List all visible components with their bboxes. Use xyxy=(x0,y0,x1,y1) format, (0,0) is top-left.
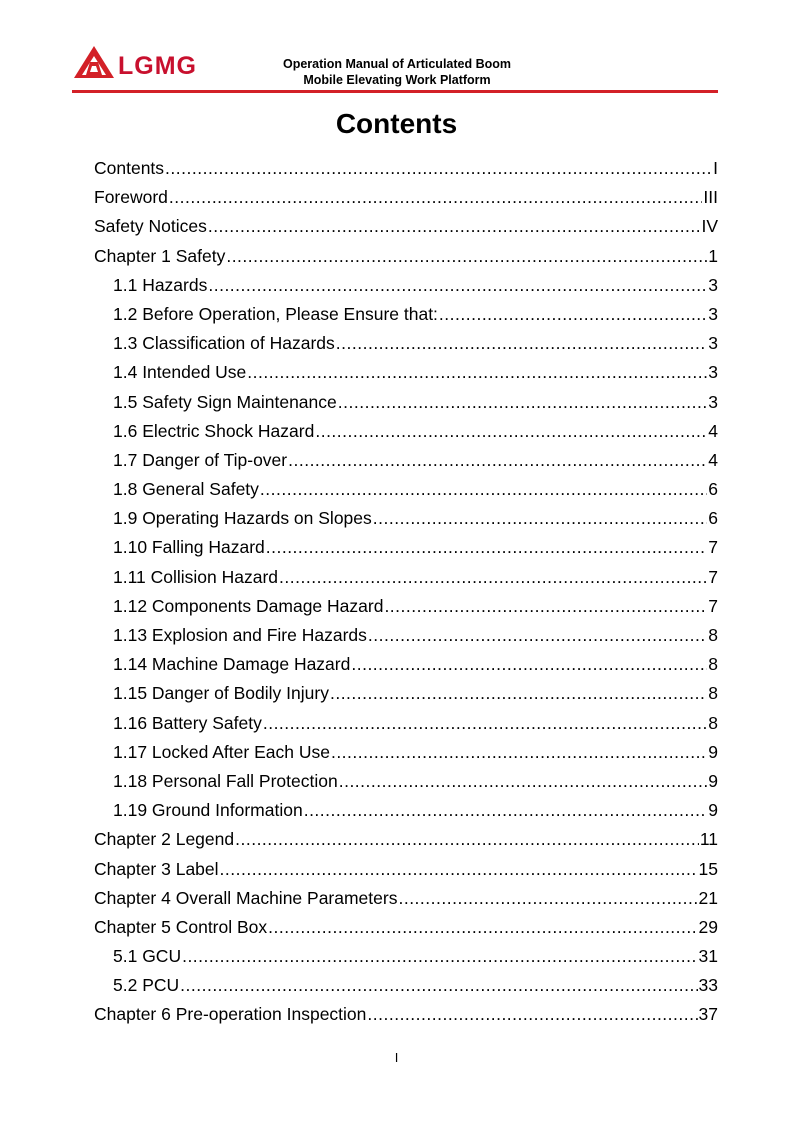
toc-entry-page: I xyxy=(713,158,718,178)
toc-entry[interactable] xyxy=(94,944,718,973)
lgmg-logo xyxy=(72,44,222,84)
toc-entry-title: Contents xyxy=(94,158,165,178)
toc-entry[interactable] xyxy=(94,477,718,506)
toc-dot-leader xyxy=(336,331,707,355)
toc-entry-title: Chapter 4 Overall Machine Parameters xyxy=(94,887,398,908)
toc-dot-leader xyxy=(351,652,707,676)
toc-entry-title: 1.13 Explosion and Fire Hazards xyxy=(113,625,367,645)
toc-entry[interactable] xyxy=(94,506,718,535)
toc-entry[interactable] xyxy=(94,360,718,389)
page-header xyxy=(72,44,718,94)
toc-entry[interactable] xyxy=(94,915,718,944)
toc-entry-page: 9 xyxy=(708,770,718,791)
toc-entry[interactable] xyxy=(94,448,718,477)
toc-entry-page: 4 xyxy=(708,449,718,470)
toc-dot-leader xyxy=(182,944,697,968)
toc-entry[interactable] xyxy=(94,652,718,681)
toc-dot-leader xyxy=(180,973,697,997)
toc-dot-leader xyxy=(208,214,701,238)
toc-entry-page: 1 xyxy=(708,245,718,266)
toc-dot-leader xyxy=(247,360,707,384)
toc-entry[interactable] xyxy=(94,886,718,915)
toc-dot-leader xyxy=(439,302,707,326)
toc-entry[interactable] xyxy=(94,681,718,710)
toc-entry-title: Safety Notices xyxy=(94,216,207,237)
manual-title-line-1: Operation Manual of Articulated Boom xyxy=(282,57,512,71)
toc-entry-title: 1.9 Operating Hazards on Slopes xyxy=(113,508,372,529)
contents-heading: Contents xyxy=(335,108,458,139)
toc-entry-title: 1.15 Danger of Bodily Injury xyxy=(113,683,329,704)
toc-entry-title: Chapter 6 Pre-operation Inspection xyxy=(94,1004,367,1025)
toc-dot-leader xyxy=(373,506,707,530)
toc-entry[interactable] xyxy=(94,244,718,273)
toc-entry-page: 3 xyxy=(708,391,718,412)
toc-dot-leader xyxy=(288,448,707,472)
toc-dot-leader xyxy=(235,827,699,851)
toc-dot-leader xyxy=(279,565,707,589)
toc-entry-title: Chapter 5 Control Box xyxy=(94,916,268,937)
toc-entry-page: III xyxy=(703,187,718,208)
toc-entry-page: 3 xyxy=(708,333,718,354)
toc-entry-page: 8 xyxy=(708,712,718,733)
toc-entry-page: 6 xyxy=(708,479,718,500)
toc-entry-title: 1.7 Danger of Tip-over xyxy=(113,449,288,470)
toc-dot-leader xyxy=(165,156,712,180)
toc-dot-leader xyxy=(367,1002,697,1026)
toc-entry[interactable] xyxy=(94,711,718,740)
toc-dot-leader xyxy=(263,711,707,735)
toc-entry-title: 1.10 Falling Hazard xyxy=(113,537,265,558)
toc-entry-page: IV xyxy=(701,216,718,237)
header-divider xyxy=(72,90,718,93)
toc-entry-title: 1.1 Hazards xyxy=(113,274,208,295)
toc-entry-page: 7 xyxy=(708,595,718,616)
toc-entry-title: 1.14 Machine Damage Hazard xyxy=(113,654,351,675)
toc-dot-leader xyxy=(266,535,708,559)
logo-wordmark: LGMG xyxy=(118,52,197,80)
toc-entry-title: 1.6 Electric Shock Hazard xyxy=(113,420,315,441)
toc-entry[interactable] xyxy=(94,185,718,214)
toc-dot-leader xyxy=(330,681,707,705)
toc-entry-title: Chapter 1 Safety xyxy=(94,245,226,266)
toc-entry-title: 1.5 Safety Sign Maintenance xyxy=(113,391,337,412)
toc-entry-title: 1.18 Personal Fall Protection xyxy=(113,770,338,791)
toc-entry[interactable] xyxy=(94,594,718,623)
toc-entry-title: Foreword xyxy=(94,187,168,208)
toc-entry[interactable] xyxy=(94,623,718,652)
toc-entry-page: 37 xyxy=(698,1004,718,1025)
toc-dot-leader xyxy=(226,244,707,268)
toc-dot-leader xyxy=(260,477,707,501)
toc-entry-title: 1.3 Classification of Hazards xyxy=(113,333,335,354)
toc-entry-page: 33 xyxy=(698,975,718,996)
toc-entry-page: 3 xyxy=(708,303,718,324)
toc-dot-leader xyxy=(304,798,708,822)
toc-entry-page: 8 xyxy=(708,625,718,645)
toc-entry-page: 7 xyxy=(708,566,718,587)
toc-entry[interactable] xyxy=(94,1002,718,1031)
toc-entry-title: 1.17 Locked After Each Use xyxy=(113,741,330,762)
manual-title-line-2: Mobile Elevating Work Platform xyxy=(303,73,491,87)
toc-entry-title: 1.12 Components Damage Hazard xyxy=(113,595,384,616)
toc-dot-leader xyxy=(368,623,707,647)
toc-entry-page: 11 xyxy=(699,829,718,850)
toc-entry-page: 3 xyxy=(708,274,718,295)
toc-entry[interactable] xyxy=(94,535,718,564)
toc-entry[interactable] xyxy=(94,565,718,594)
toc-entry[interactable] xyxy=(94,827,718,856)
toc-entry-title: 1.4 Intended Use xyxy=(113,362,247,383)
toc-entry[interactable] xyxy=(94,857,718,886)
manual-title xyxy=(252,56,542,88)
toc-entry[interactable] xyxy=(94,214,718,243)
page-number: I xyxy=(394,1050,399,1065)
toc-entry[interactable] xyxy=(94,419,718,448)
toc-entry[interactable] xyxy=(94,740,718,769)
toc-dot-leader xyxy=(331,740,707,764)
toc-dot-leader xyxy=(169,185,702,209)
toc-dot-leader xyxy=(208,273,707,297)
toc-entry-page: 15 xyxy=(698,858,718,879)
toc-entry-title: 1.16 Battery Safety xyxy=(113,712,262,733)
toc-entry[interactable] xyxy=(94,798,718,827)
toc-entry-page: 21 xyxy=(698,887,718,908)
toc-entry-page: 31 xyxy=(698,946,718,967)
toc-dot-leader xyxy=(398,886,697,910)
toc-entry-page: 4 xyxy=(708,420,718,441)
toc-entry[interactable] xyxy=(94,273,718,302)
table-of-contents xyxy=(94,156,718,1032)
toc-entry-page: 9 xyxy=(708,741,718,762)
toc-dot-leader xyxy=(339,769,708,793)
lgmg-logo-icon xyxy=(72,44,116,80)
toc-entry-page: 8 xyxy=(708,654,718,675)
toc-entry-title: Chapter 2 Legend xyxy=(94,829,235,850)
toc-entry-page: 7 xyxy=(708,537,718,558)
toc-entry[interactable] xyxy=(94,156,718,185)
toc-entry-title: 1.19 Ground Information xyxy=(113,800,303,821)
toc-entry-page: 29 xyxy=(698,916,718,937)
toc-entry[interactable] xyxy=(94,390,718,419)
toc-entry-title: 1.11 Collision Hazard xyxy=(113,566,279,587)
toc-entry-page: 9 xyxy=(708,800,718,821)
toc-dot-leader xyxy=(268,915,697,939)
toc-entry-page: 6 xyxy=(708,508,718,529)
toc-dot-leader xyxy=(220,857,698,881)
toc-entry-title: Chapter 3 Label xyxy=(94,858,219,879)
toc-entry[interactable] xyxy=(94,331,718,360)
toc-dot-leader xyxy=(384,594,707,618)
toc-entry-page: 8 xyxy=(708,683,718,704)
toc-entry-page: 3 xyxy=(708,362,718,383)
toc-entry-title: 5.1 GCU xyxy=(113,946,182,967)
toc-entry-title: 5.2 PCU xyxy=(113,975,180,996)
toc-entry[interactable] xyxy=(94,769,718,798)
toc-dot-leader xyxy=(338,390,708,414)
toc-entry-title: 1.2 Before Operation, Please Ensure that: xyxy=(113,303,438,324)
toc-entry[interactable] xyxy=(94,973,718,1002)
toc-entry[interactable] xyxy=(94,302,718,331)
toc-entry-title: 1.8 General Safety xyxy=(113,479,259,500)
toc-dot-leader xyxy=(315,419,707,443)
